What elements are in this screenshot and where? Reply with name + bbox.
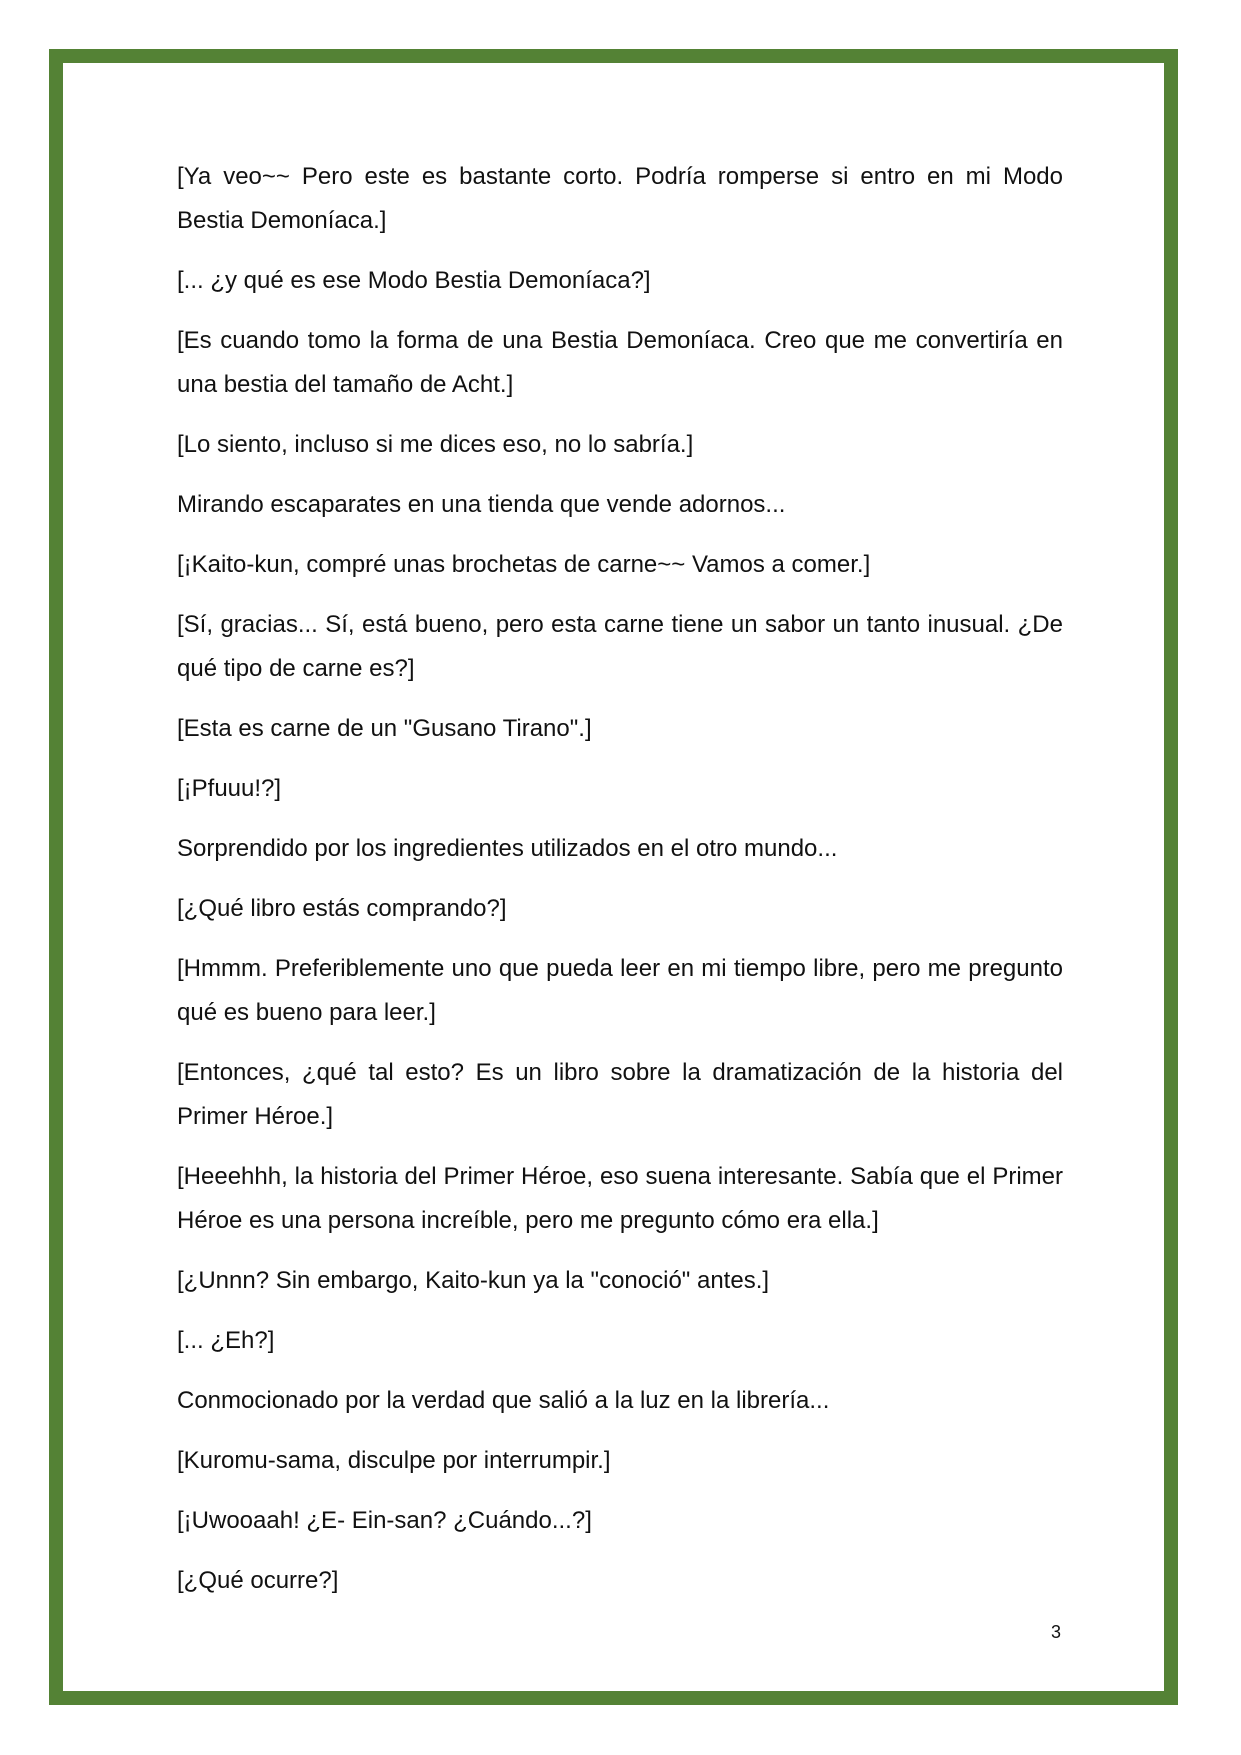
paragraph: [Esta es carne de un "Gusano Tirano".]	[177, 715, 592, 742]
paragraph: [¿Unnn? Sin embargo, Kaito-kun ya la "conoció" antes.]	[177, 1267, 770, 1294]
paragraph: [Entonces, ¿qué tal esto? Es un libro sobre la dramatización de la historia del Primer Héroe.]	[177, 1059, 1063, 1130]
paragraph: [Sí, gracias... Sí, está bueno, pero esta carne tiene un sabor un tanto inusual. ¿De qué tipo de carne es?]	[177, 611, 1063, 682]
paragraph: [¡Pfuuu!?]	[177, 775, 282, 802]
paragraph: [¿Qué ocurre?]	[177, 1567, 339, 1594]
paragraph: [Hmmm. Preferiblemente uno que pueda leer en mi tiempo libre, pero me pregunto qué es bueno para leer.]	[177, 955, 1063, 1026]
paragraph: [Kuromu-sama, disculpe por interrumpir.]	[177, 1447, 611, 1474]
paragraph: [¡Kaito-kun, compré unas brochetas de carne~~ Vamos a comer.]	[177, 551, 871, 578]
paragraph: [Es cuando tomo la forma de una Bestia Demoníaca. Creo que me convertiría en una bestia del tamaño de Acht.]	[177, 327, 1063, 398]
page-number: 3	[1050, 1622, 1061, 1642]
paragraph: [... ¿Eh?]	[177, 1327, 275, 1354]
document-body	[177, 155, 1063, 1619]
paragraph: [¡Uwooaah! ¿E- Ein-san? ¿Cuándo...?]	[177, 1507, 592, 1534]
paragraph: Sorprendido por los ingredientes utilizados en el otro mundo...	[177, 835, 838, 862]
paragraph: [... ¿y qué es ese Modo Bestia Demoníaca?]	[177, 267, 651, 294]
paragraph: [Ya veo~~ Pero este es bastante corto. Podría romperse si entro en mi Modo Bestia Demoníaca.]	[177, 163, 1063, 234]
paragraph: [¿Qué libro estás comprando?]	[177, 895, 507, 922]
paragraph: Conmocionado por la verdad que salió a la luz en la librería...	[177, 1387, 830, 1414]
paragraph: [Lo siento, incluso si me dices eso, no lo sabría.]	[177, 431, 694, 458]
paragraph: [Heeehhh, la historia del Primer Héroe, eso suena interesante. Sabía que el Primer Héroe es una persona increíble, pero me pregunto cómo era ella.]	[177, 1163, 1063, 1234]
paragraph: Mirando escaparates en una tienda que vende adornos...	[177, 491, 786, 518]
